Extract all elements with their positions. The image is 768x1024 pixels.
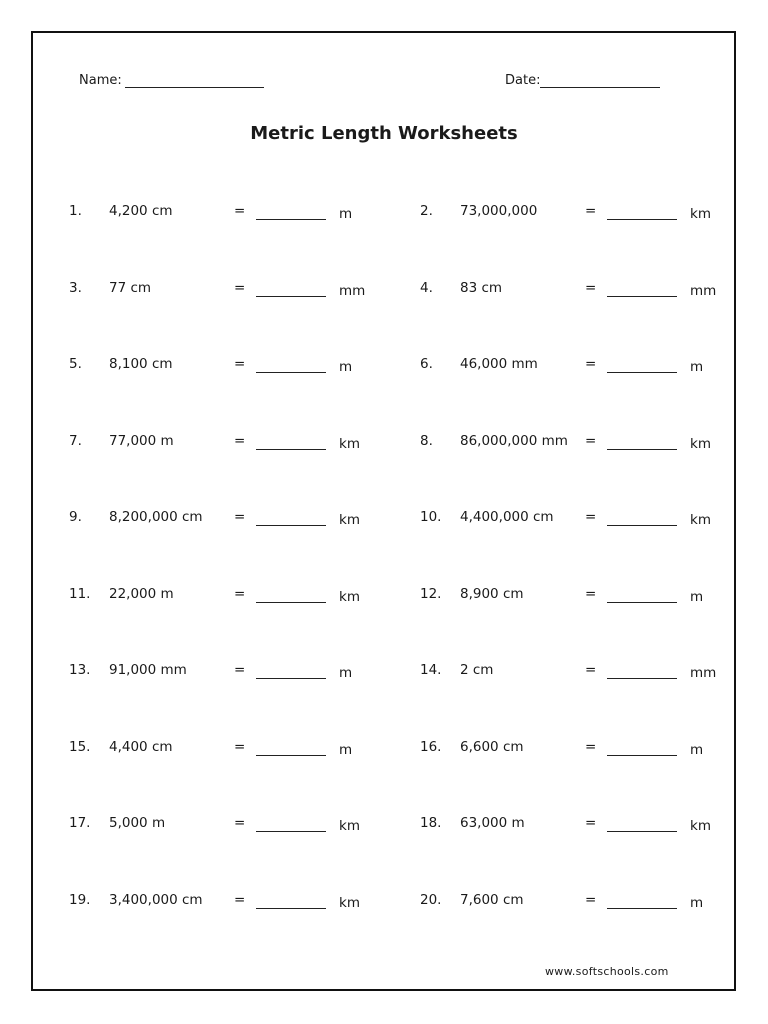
target-unit: km — [339, 818, 360, 834]
equals-sign: = — [234, 356, 246, 372]
target-unit: km — [690, 512, 711, 528]
answer-blank[interactable] — [607, 296, 677, 297]
equals-sign: = — [585, 433, 597, 449]
target-unit: mm — [690, 283, 717, 299]
problem-quantity: 83 cm — [460, 280, 503, 296]
equals-sign: = — [585, 739, 597, 755]
target-unit: m — [339, 742, 353, 758]
target-unit: km — [690, 206, 711, 222]
problem-number: 7. — [69, 433, 82, 449]
target-unit: mm — [690, 665, 717, 681]
target-unit: km — [339, 436, 360, 452]
answer-blank[interactable] — [607, 372, 677, 373]
problem-quantity: 7,600 cm — [460, 892, 524, 908]
target-unit: m — [690, 359, 704, 375]
answer-blank[interactable] — [256, 525, 326, 526]
answer-blank[interactable] — [607, 602, 677, 603]
problem-quantity: 8,100 cm — [109, 356, 173, 372]
equals-sign: = — [234, 586, 246, 602]
equals-sign: = — [585, 280, 597, 296]
problem-quantity: 2 cm — [460, 662, 494, 678]
problem-number: 2. — [420, 203, 433, 219]
problem-quantity: 3,400,000 cm — [109, 892, 203, 908]
problem-quantity: 8,200,000 cm — [109, 509, 203, 525]
equals-sign: = — [234, 815, 246, 831]
answer-blank[interactable] — [607, 678, 677, 679]
problem-quantity: 86,000,000 mm — [460, 433, 568, 449]
answer-blank[interactable] — [256, 602, 326, 603]
problem-quantity: 6,600 cm — [460, 739, 524, 755]
problem-quantity: 5,000 m — [109, 815, 166, 831]
equals-sign: = — [585, 356, 597, 372]
equals-sign: = — [585, 509, 597, 525]
equals-sign: = — [234, 280, 246, 296]
equals-sign: = — [585, 586, 597, 602]
problem-number: 11. — [69, 586, 91, 602]
equals-sign: = — [234, 662, 246, 678]
problem-number: 10. — [420, 509, 442, 525]
equals-sign: = — [234, 509, 246, 525]
problem-quantity: 91,000 mm — [109, 662, 187, 678]
answer-blank[interactable] — [607, 908, 677, 909]
problem-number: 3. — [69, 280, 82, 296]
problem-number: 8. — [420, 433, 433, 449]
equals-sign: = — [585, 662, 597, 678]
equals-sign: = — [585, 815, 597, 831]
target-unit: km — [339, 589, 360, 605]
answer-blank[interactable] — [256, 755, 326, 756]
problem-quantity: 46,000 mm — [460, 356, 538, 372]
problem-number: 14. — [420, 662, 442, 678]
equals-sign: = — [234, 433, 246, 449]
date-label: Date: — [505, 73, 541, 88]
answer-blank[interactable] — [256, 296, 326, 297]
answer-blank[interactable] — [256, 219, 326, 220]
problem-number: 16. — [420, 739, 442, 755]
footer-website: www.softschools.com — [545, 965, 669, 978]
target-unit: km — [690, 818, 711, 834]
target-unit: m — [690, 895, 704, 911]
problem-quantity: 4,400,000 cm — [460, 509, 554, 525]
problem-number: 19. — [69, 892, 91, 908]
equals-sign: = — [585, 203, 597, 219]
target-unit: mm — [339, 283, 366, 299]
problem-number: 18. — [420, 815, 442, 831]
target-unit: km — [339, 512, 360, 528]
answer-blank[interactable] — [607, 755, 677, 756]
problem-quantity: 4,400 cm — [109, 739, 173, 755]
equals-sign: = — [234, 203, 246, 219]
problem-number: 9. — [69, 509, 82, 525]
target-unit: m — [339, 359, 353, 375]
problem-quantity: 22,000 m — [109, 586, 174, 602]
target-unit: km — [339, 895, 360, 911]
problem-quantity: 8,900 cm — [460, 586, 524, 602]
problem-number: 4. — [420, 280, 433, 296]
problem-number: 20. — [420, 892, 442, 908]
equals-sign: = — [234, 739, 246, 755]
target-unit: m — [339, 206, 353, 222]
equals-sign: = — [585, 892, 597, 908]
target-unit: m — [690, 589, 704, 605]
problem-number: 17. — [69, 815, 91, 831]
name-label: Name: — [79, 73, 122, 88]
answer-blank[interactable] — [256, 678, 326, 679]
problem-number: 15. — [69, 739, 91, 755]
problem-number: 5. — [69, 356, 82, 372]
answer-blank[interactable] — [607, 831, 677, 832]
problem-quantity: 77,000 m — [109, 433, 174, 449]
answer-blank[interactable] — [256, 449, 326, 450]
equals-sign: = — [234, 892, 246, 908]
problem-number: 12. — [420, 586, 442, 602]
problem-number: 13. — [69, 662, 91, 678]
answer-blank[interactable] — [607, 449, 677, 450]
target-unit: km — [690, 436, 711, 452]
problem-quantity: 63,000 m — [460, 815, 525, 831]
problem-quantity: 73,000,000 — [460, 203, 538, 219]
problem-quantity: 4,200 cm — [109, 203, 173, 219]
answer-blank[interactable] — [256, 831, 326, 832]
problem-number: 6. — [420, 356, 433, 372]
target-unit: m — [339, 665, 353, 681]
problem-number: 1. — [69, 203, 82, 219]
problem-quantity: 77 cm — [109, 280, 152, 296]
target-unit: m — [690, 742, 704, 758]
answer-blank[interactable] — [607, 525, 677, 526]
answer-blank[interactable] — [256, 908, 326, 909]
answer-blank[interactable] — [607, 219, 677, 220]
page-title: Metric Length Worksheets — [250, 123, 518, 144]
answer-blank[interactable] — [256, 372, 326, 373]
